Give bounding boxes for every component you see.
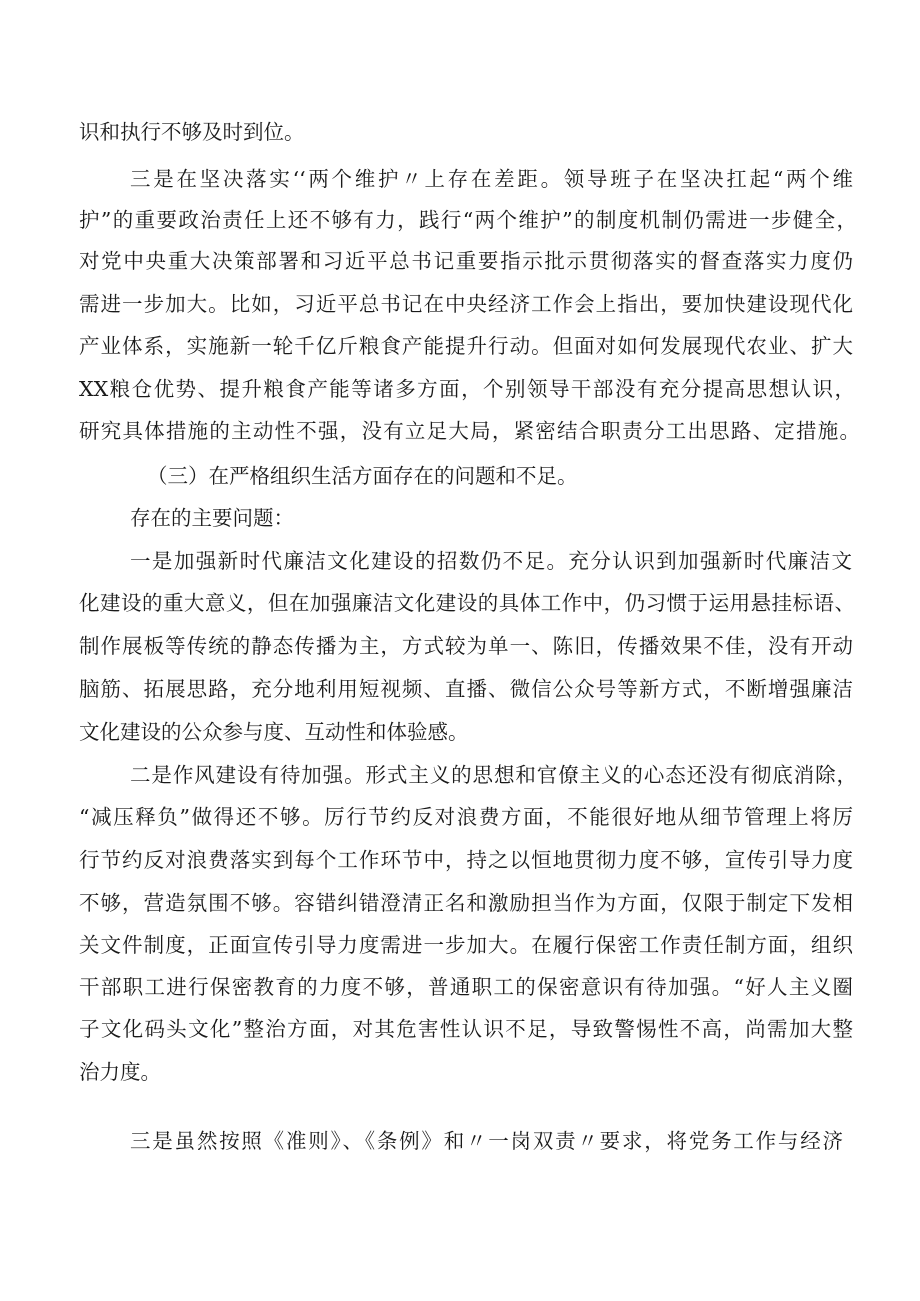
text-line-18: 行节约反对浪费落实到每个工作环节中，持之以恒地贯彻力度不够，宣传引导力度 <box>79 848 853 872</box>
section-heading: （三）在严格组织生活方面存在的问题和不足。 <box>147 464 578 488</box>
text-line-12: 化建设的重大意义，但在加强廉洁文化建设的具体工作中，仍习惯于运用悬挂标语、 <box>79 591 855 615</box>
text-line-20: 关文件制度，正面宣传引导力度需进一步加大。在履行保密工作责任制方面，组织 <box>79 933 853 957</box>
text-line-23: 治力度。 <box>79 1060 161 1084</box>
text-line-1: 识和执行不够及时到位。 <box>79 120 305 144</box>
text-line-13: 制作展板等传统的静态传播为主，方式较为单一、陈旧，传播效果不佳，没有开动 <box>79 634 853 658</box>
text-line-5: 需进一步加大。比如，习近平总书记在中央经济工作会上指出，要加快建设现代化 <box>79 292 853 316</box>
text-line-21: 干部职工进行保密教育的力度不够，普通职工的保密意识有待加强。“好人主义圈 <box>79 975 853 999</box>
text-line-16: 二是作风建设有待加强。形式主义的思想和官僚主义的心态还没有彻底消除， <box>130 763 857 787</box>
text-line-22: 子文化码头文化”整治方面，对其危害性认识不足，导致警惕性不高，尚需加大整 <box>79 1017 853 1041</box>
text-line-8: 研究具体措施的主动性不强，没有立足大局，紧密结合职责分工出思路、定措施。 <box>79 419 860 443</box>
text-line-6: 产业体系，实施新一轮千亿斤粮食产能提升行动。但面对如何发展现代农业、扩大 <box>79 334 853 358</box>
text-line-15: 文化建设的公众参与度、互动性和体验感。 <box>79 720 469 744</box>
text-line-4: 对党中央重大决策部署和习近平总书记重要指示批示贯彻落实的督查落实力度仍 <box>79 249 853 273</box>
text-line-14: 脑筋、拓展思路，充分地利用短视频、直播、微信公众号等新方式，不断增强廉洁 <box>79 677 853 701</box>
text-line-7: XX粮仓优势、提升粮食产能等诸多方面，个别领导干部没有充分提高思想认识， <box>79 377 855 401</box>
text-line-17: “减压释负”做得还不够。厉行节约反对浪费方面，不能很好地从细节管理上将厉 <box>79 805 853 829</box>
text-line-19: 不够，营造氛围不够。容错纠错澄清正名和激励担当作为方面，仅限于制定下发相 <box>79 891 853 915</box>
text-line-11: 一是加强新时代廉洁文化建设的招数仍不足。充分认识到加强新时代廉洁文 <box>130 549 852 573</box>
subheading: 存在的主要问题： <box>130 506 294 530</box>
text-line-24: 三是虽然按照《准则》、《条例》和〃一岗双责〃要求，将党务工作与经济 <box>130 1129 843 1153</box>
text-line-3: 护”的重要政治责任上还不够有力，践行“两个维护”的制度机制仍需进一步健全， <box>79 208 857 232</box>
text-line-2: 三是在坚决落实‘‘两个维护〃上存在差距。领导班子在坚决扛起“两个维 <box>130 167 853 191</box>
